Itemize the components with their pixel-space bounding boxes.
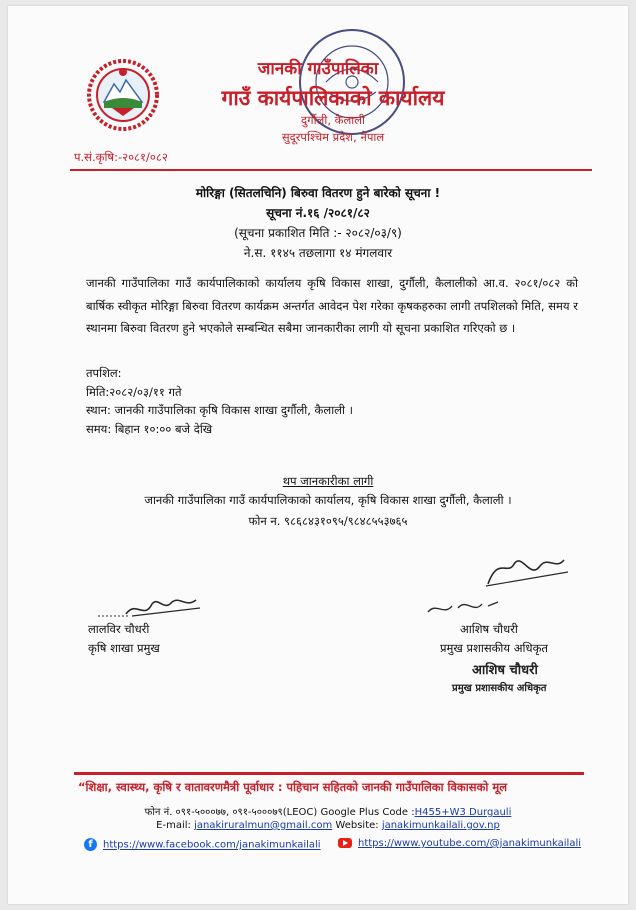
details-heading: तपशिल: <box>86 366 122 380</box>
youtube-link[interactable]: https://www.youtube.com/@janakimunkailali <box>358 838 582 849</box>
more-info-phone: फोन न. ९८६८४३१०९५/९८४८५५३७६५ <box>248 514 408 528</box>
details-place: स्थान: जानकी गाउँपालिका कृषि विकास शाखा दुर्गौली, कैलाली । <box>86 403 353 417</box>
title-stamp: प्रमुख प्रशासकीय अधिकृत <box>452 683 547 694</box>
notice-number: सूचना नं.१६ /२०८१/८२ <box>266 206 370 220</box>
left-signatory-title: कृषि शाखा प्रमुख <box>88 641 160 655</box>
office-name: गाउँ कार्यपालिकाको कार्यालय <box>221 86 445 110</box>
name-stamp: आशिष चौधरी <box>472 663 538 678</box>
website-link[interactable]: janakimunkailali.gov.np <box>381 820 500 831</box>
youtube-line <box>338 838 581 849</box>
notice-published-date: (सूचना प्रकाशित मिति :- २०८२/०३/९) <box>234 226 402 240</box>
facebook-line <box>84 838 321 851</box>
details-date: मिति:२०८२/०३/११ गते <box>86 384 182 399</box>
notice-body: जानकी गाउँपालिका गाउँ कार्यपालिकाको कार्यालय कृषि विकास शाखा, दुर्गौली, कैलालीको आ.व. २०८१/०८२ को बार्षिक स्वीकृत मोरिङ्गा बिरुवा वितरण कार्यक्रम अन्तर्गत आवेदन पेश गरेका कृषकहरुका लागी तपशिलको मिति, समय र स्थानमा बिरुवा वितरण हुने भएकोले सम्बन्धित सबैमा जानकारीका लागी यो सूचना प्रकाशित गरिएको छ । <box>86 276 578 335</box>
details-time: समय: बिहान १०:०० बजे देखि <box>86 421 213 436</box>
left-signatory-name: लालविर चौधरी <box>88 622 150 636</box>
right-signature-icon <box>418 546 578 626</box>
youtube-icon <box>338 838 352 848</box>
reference-number: प.सं.कृषि:-२०८१/०८२ <box>74 150 168 164</box>
footer-phone: फोन नं. ०९१-५०००७७, ०९१-५०००७९(LEOC) Google Plus Code : <box>144 807 415 818</box>
header-divider <box>70 169 592 171</box>
notice-title: मोरिङ्गा (सितलचिनि) बिरुवा वितरण हुने बारेको सूचना ! <box>195 186 441 200</box>
municipality-name: जानकी गाउँपालिका <box>257 59 379 79</box>
email-link[interactable]: janakiruralmun@gmail.com <box>194 820 333 831</box>
more-info-heading: थप जानकारीका लागी <box>282 474 374 488</box>
notice-page <box>8 6 628 904</box>
nepal-sambat-date: ने.स. ११४५ तछलागा १४ मंगलवार <box>243 246 393 260</box>
footer-contact-line <box>8 804 628 818</box>
facebook-icon: f <box>84 838 97 851</box>
facebook-link[interactable]: https://www.facebook.com/janakimunkailali <box>103 839 321 851</box>
details-block <box>86 364 353 438</box>
plus-code-link[interactable]: H455+W3 Durgauli <box>414 807 512 818</box>
more-info-office: जानकी गाउँपालिका गाउँ कार्यपालिकाको कार्यालय, कृषि विकास शाखा दुर्गौली, कैलाली । <box>144 493 512 507</box>
footer-divider <box>74 772 584 775</box>
website-label: Website: <box>332 820 382 831</box>
left-signature-icon <box>88 586 218 626</box>
footer-email-line <box>8 820 628 831</box>
office-address: दुर्गौली, कैलाली <box>300 113 366 127</box>
right-signatory-title: प्रमुख प्रशासकीय अधिकृत <box>440 641 548 655</box>
office-province: सुदूरपश्चिम प्रदेश, नेपाल <box>281 130 385 144</box>
footer-slogan: “शिक्षा, स्वास्थ्य, कृषि र वातावरणमैत्री पूर्वाधार : पहिचान सहितको जानकी गाउँपालिका विकासको मूल <box>78 780 507 794</box>
email-label: E-mail: <box>156 820 195 831</box>
right-signatory-name: आशिष चौधरी <box>460 622 518 636</box>
